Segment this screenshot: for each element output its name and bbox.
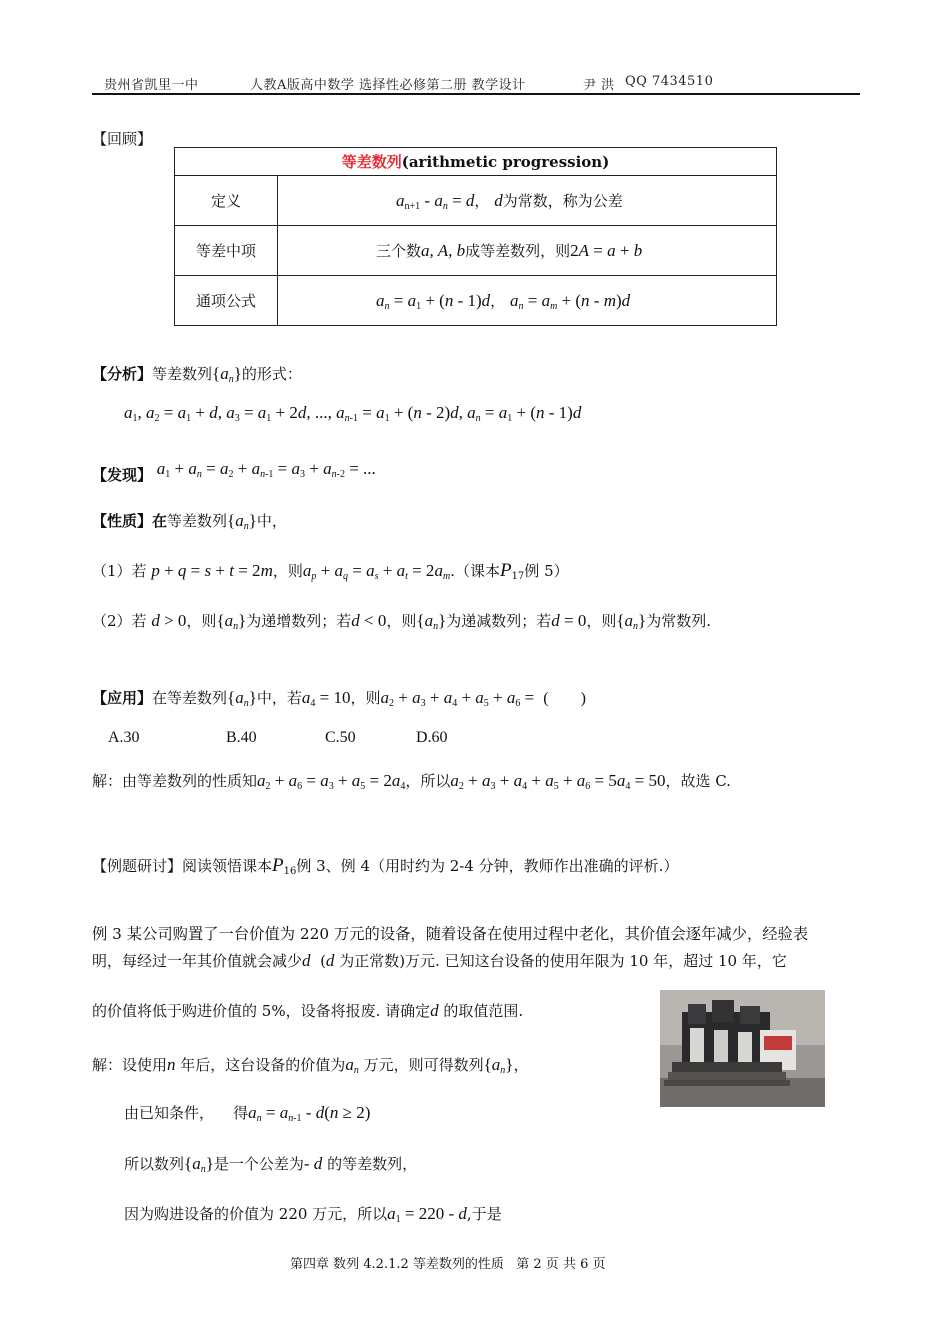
solution3-line4: 因为购进设备的价值为 220 万元，所以$a_1 = 220 - d$,于是 [124,1204,502,1225]
app-sol-mid: ，所以 [405,772,451,790]
app-blank: ( ) [543,690,586,707]
printing-press-image [660,990,825,1107]
header-rule [92,93,860,95]
property-item-2: （2）若 d > 0，则{an}为递增数列；若d < 0，则{an}为递减数列；若d = 0，则{an}为常数列. [92,611,711,632]
prop1-ref: .（课本 [450,562,500,580]
prop2-dec: 为递减数列；若 [446,612,552,630]
row-definition-content: $a_{n+1}$ - an = d， d为常数，称为公差 [278,176,777,226]
app-t2: 中，若 [256,689,302,707]
review-table [174,147,777,326]
example3-line3: 的价值将低于购进价值的 5%，设备将报废. 请确定d 的取值范围. [92,1001,524,1020]
def-comma: ， [474,191,490,210]
prop1-then: 则 [287,562,303,580]
application-label: 【应用】 [92,689,153,707]
def-text: 为常数，称为公差 [502,191,623,210]
example-study-text2: 例 3、例 4（用时约为 2-4 分钟，教师作出准确的评析.） [296,857,679,875]
mid-text1: 三个数 [376,242,422,260]
property-line: 【性质】在等差数列{an}中， [92,511,287,532]
prop2-inc: 为递增数列；若 [246,612,352,630]
option-c: C.50 [325,729,356,746]
table-title-cn: 等差数列 [341,153,402,171]
ex3-line2c: 为正常数)万元. 已知这台设备的使用年限为 10 年，超过 10 年，它 [339,952,787,970]
property-label: 【性质】 [92,512,153,530]
property-t3: 中， [256,512,287,530]
discovery-line: 【发现】 $a_1$ + an = $a_2 + an_{-1} = a_3 + an_{-2}$ = ... [92,459,376,484]
row-midterm-name: 等差中项 [175,226,278,276]
option-b: B.40 [226,729,257,746]
gen-comma: ， [490,291,506,310]
sol3-s3c: 的等差数列， [327,1155,418,1173]
sol3-s1b: 年后，这台设备的价值为 [180,1056,346,1074]
application-solution: 解：由等差数列的性质知$a_2 + a_6 = a_3 + a_5 = 2a_4$，所以$a_2 + a_3 + a_4 + a_5 + a_6 = 5a_4 = 50$，故选 C. [92,771,731,792]
example-study-text1: 【例题研讨】阅读领悟课本 [92,857,273,875]
option-a: A.30 [108,729,140,746]
app-sol-end: ，故选 C. [665,772,731,790]
ex3-line3a: 的价值将低于购进价值的 5%，设备将报废. 请确定 [92,1002,431,1020]
sol3-s1d: ， [513,1056,529,1074]
ex3-line2b: ( [320,952,326,970]
header-author: 尹 洪 [583,78,615,93]
prop2-prefix: （2）若 [92,612,147,630]
sol3-s1a: 解：设使用 [92,1056,168,1074]
app-t3: ，则 [350,689,381,707]
analysis-t2: 的形式： [241,365,302,383]
discovery-label: 【发现】 [92,466,153,484]
example-study-line: 【例题研讨】阅读领悟课本$P_{16}$例 3、例 4（用时约为 2-4 分钟，教师作出准确的评析.） [92,855,679,877]
header-qq: QQ 7434510 [625,74,714,89]
property-item-1: （1）若 p + q = s + t = 2m，则ap + aq = as + at = 2am.（课本$P_{17}$例 5） [92,560,569,582]
solution3-line2: 由已知条件， 得an = $an_{-1} - d(n \ge 2)$ [124,1103,371,1124]
analysis-line: 【分析】等差数列{an}的形式： [92,364,302,385]
prop2-const: 为常数列. [646,612,711,630]
prop1-ref-end: 例 5） [524,562,569,580]
example3-line2: 明，每经过一年其价值就会减少d (d 为正常数)万元. 已知这台设备的使用年限为 10 年，超过 10 年，它 [92,951,787,970]
application-line: 【应用】在等差数列{an}中，若$a_4 = 10$，则$a_2 + a_3 + a_4 + a_5 + a_6$ = ( ) [92,688,586,709]
property-t1: 在 [152,512,168,530]
option-d: D.60 [416,729,448,746]
app-sol-prefix: 解：由等差数列的性质知 [92,772,258,790]
analysis-label: 【分析】 [92,365,153,383]
review-label: 【回顾】 [92,130,153,148]
sol3-s2a: 由已知条件， [124,1104,215,1122]
table-title [175,148,777,176]
table-title-en: (arithmetic progression) [401,153,610,171]
prop2-then2: ，则 [386,612,417,630]
sol3-s4a: 因为购进设备的价值为 220 万元，所以 [124,1205,388,1223]
row-midterm-content: 三个数a, A, b成等差数列，则2A = a + b [278,226,777,276]
solution3-line3: 所以数列{an}是一个公差为- d 的等差数列， [124,1154,418,1175]
prop2-then1: ，则 [186,612,217,630]
sol3-s3b: 是一个公差为 [213,1155,304,1173]
row-definition-name: 定义 [175,176,278,226]
sol3-s3a: 所以数列 [124,1155,185,1173]
app-t1: 在等差数列 [152,689,228,707]
row-general-content: an = $a_1 + (n - 1)d$， an = am + (n - m)d [278,276,777,326]
prop1-comma: ， [272,562,288,580]
solution3-line1: 解：设使用n 年后，这台设备的价值为an 万元，则可得数列{an}， [92,1055,529,1076]
mid-text2: 成等差数列，则 [465,242,571,260]
analysis-t1: 等差数列 [152,365,213,383]
sol3-s1c: 万元，则可得数列 [363,1056,484,1074]
sol3-s2b: 得 [233,1104,249,1122]
prop1-prefix: （1）若 [92,562,147,580]
footer-text: 第四章 数列 4.2.1.2 等差数列的性质 第 2 页 共 6 页 [290,1257,606,1272]
property-t2: 等差数列 [167,512,228,530]
sol3-s4b: ,于是 [466,1205,502,1223]
header-course: 人教A版高中数学 选择性必修第二册 教学设计 [250,78,526,93]
ex3-line2a: 明，每经过一年其价值就会减少 [92,952,303,970]
analysis-formula: $a_1$, $a_2 = a_1 + d$, $a_3 = a_1 + 2d$, ..., $an_{-1} = a_1 + (n - 2)d$, an = $a_1 + (n - 1)d$ [124,403,582,424]
header-school: 贵州省凯里一中 [104,78,199,93]
prop2-then3: ，则 [586,612,617,630]
example3-line1: 例 3 某公司购置了一台价值为 220 万元的设备，随着设备在使用过程中老化，其价值会逐年减少，经验表 [92,925,809,943]
equipment-photo [660,990,825,1107]
row-general-name: 通项公式 [175,276,278,326]
ex3-line3b: 的取值范围. [443,1002,524,1020]
